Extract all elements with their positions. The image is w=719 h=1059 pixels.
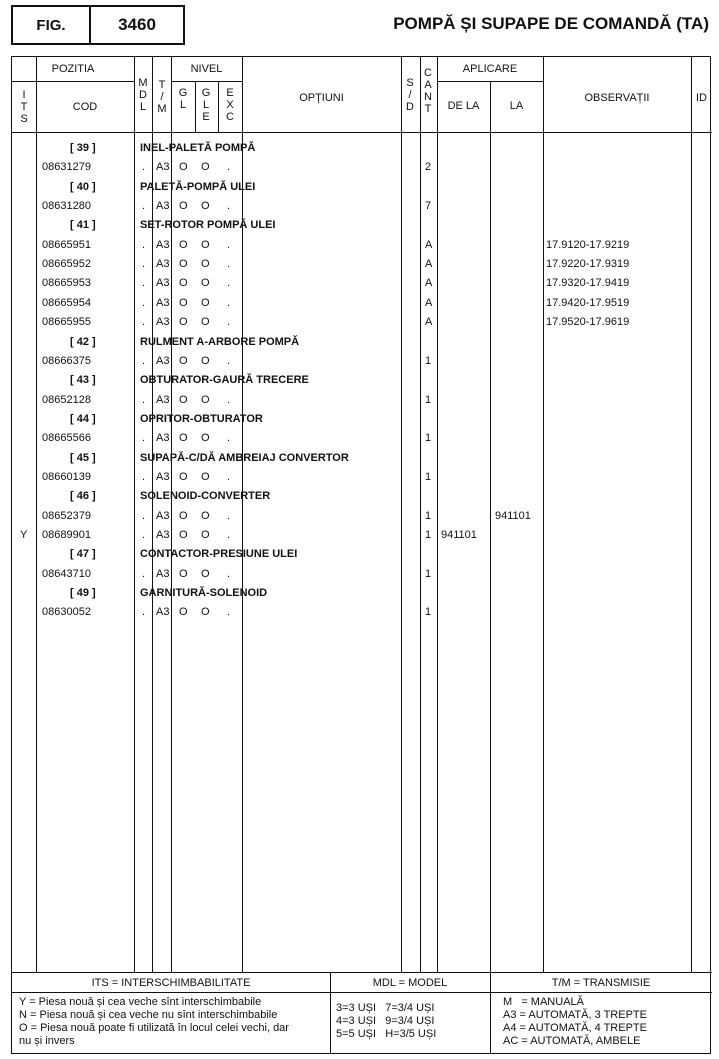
group-row (12, 138, 712, 157)
footer-tm-title: T/M = TRANSMISIE (551, 977, 651, 989)
group-name: INEL-PALETĂ POMPĂ (140, 142, 256, 154)
header-la: LA (509, 100, 524, 112)
col-line-gl (195, 81, 196, 132)
cell-exc: . (227, 529, 231, 541)
cell-mdl: . (142, 316, 146, 329)
cell-gl: O (179, 161, 188, 174)
cell-cod: 08666375 (42, 354, 91, 367)
footer-tm-line: AC = AUTOMATĂ, AMBELE (503, 1035, 641, 1047)
cell-gle: O (201, 316, 210, 329)
cell-tm: A3 (156, 316, 170, 329)
cell-cant: 1 (425, 567, 432, 580)
cell-cod: 08652379 (42, 509, 91, 522)
cell-cant: A (425, 258, 433, 271)
cell-cod: 08665952 (42, 258, 91, 271)
cell-gle: O (201, 567, 210, 580)
header-optiuni: OPȚIUNI (299, 92, 344, 104)
cell-cod: 08631279 (42, 161, 91, 174)
cell-gl: O (179, 316, 188, 329)
cell-tm: A3 (156, 296, 170, 309)
cell-obs: 17.9220-17.9319 (546, 258, 630, 271)
cell-cant: 1 (425, 529, 432, 541)
cell-gle: O (201, 354, 210, 367)
cell-exc: . (227, 200, 231, 213)
footer-tm-line: A4 = AUTOMATĂ, 4 TREPTE (503, 1022, 647, 1034)
group-position: [ 44 ] (70, 412, 96, 425)
cell-cant: 1 (425, 606, 432, 619)
cell-gl: O (179, 200, 188, 213)
cell-mdl: . (142, 258, 146, 271)
cell-cant: A (425, 316, 433, 329)
cell-exc: . (227, 470, 231, 483)
group-name: PALETĂ-POMPĂ ULEI (140, 180, 256, 193)
cell-cod: 08630052 (42, 606, 91, 619)
footer-top-line (12, 972, 712, 973)
footer-mdl-title: MDL = MODEL (372, 977, 448, 989)
header-gle: G L E (201, 87, 211, 123)
cell-tm: A3 (156, 509, 170, 522)
cell-gle: O (201, 529, 210, 541)
cell-cod: 08665954 (42, 296, 91, 309)
cell-cod: 08689901 (42, 529, 91, 541)
cell-exc: . (227, 296, 231, 309)
cell-cod: 08665951 (42, 238, 91, 251)
page-title: POMPĂ ȘI SUPAPE DE COMANDĂ (TA) (393, 14, 709, 33)
cell-cod: 08665953 (42, 277, 91, 290)
cell-cod: 08652128 (42, 393, 91, 406)
footer-its-title: ITS = INTERSCHIMBABILITATE (91, 977, 251, 989)
cell-exc: . (227, 277, 231, 290)
cell-tm: A3 (156, 200, 170, 213)
table-row (12, 196, 712, 215)
cell-tm: A3 (156, 432, 170, 445)
header-id: ID (696, 92, 707, 104)
header-pozitia: POZITIA (51, 63, 95, 75)
fig-label: FIG. (13, 7, 91, 43)
col-line-gle (218, 81, 219, 132)
group-name: RULMENT A-ARBORE POMPĂ (140, 335, 300, 348)
footer-mdl-line: 5=5 UȘI H=3/5 UȘI (336, 1028, 437, 1040)
cell-tm: A3 (156, 354, 170, 367)
header-exc: E X C (226, 87, 234, 123)
group-name: SUPAPĂ-C/DĂ AMBREIAJ CONVERTOR (140, 451, 349, 464)
cell-gle: O (201, 296, 210, 309)
group-position: [ 47 ] (70, 548, 96, 561)
table-row (12, 564, 712, 583)
table-row (12, 351, 712, 370)
cell-mdl: . (142, 470, 146, 483)
parts-table (11, 56, 711, 1054)
cell-exc: . (227, 567, 231, 580)
cell-gl: O (179, 277, 188, 290)
group-position: [ 40 ] (70, 180, 96, 193)
cell-mdl: . (142, 432, 146, 445)
group-position: [ 42 ] (70, 335, 96, 348)
group-row (12, 332, 712, 351)
cell-dela: 941101 (441, 529, 477, 541)
cell-cant: 2 (425, 161, 432, 174)
header-tm: T / M (157, 79, 167, 115)
group-position: [ 46 ] (70, 490, 96, 503)
group-name: SET-ROTOR POMPĂ ULEI (140, 219, 276, 232)
cell-its: Y (20, 529, 28, 541)
group-position: [ 43 ] (70, 374, 96, 387)
table-row (12, 157, 712, 176)
cell-gl: O (179, 470, 188, 483)
footer-title-line (12, 992, 712, 993)
table-row (12, 602, 712, 621)
cell-mdl: . (142, 354, 146, 367)
cell-gl: O (179, 529, 188, 541)
cell-gl: O (179, 238, 188, 251)
cell-gl: O (179, 393, 188, 406)
cell-cod: 08665566 (42, 432, 91, 445)
header-gl: G L (178, 87, 188, 111)
table-row (12, 467, 712, 486)
cell-exc: . (227, 354, 231, 367)
row-line-nivel (171, 81, 242, 82)
group-row (12, 583, 712, 602)
cell-gle: O (201, 393, 210, 406)
header-bottom-line (12, 132, 712, 133)
cell-mdl: . (142, 296, 146, 309)
header-nivel: NIVEL (190, 63, 223, 75)
group-row (12, 177, 712, 196)
cell-obs: 17.9420-17.9519 (546, 296, 630, 309)
group-position: [ 39 ] (70, 142, 96, 154)
group-name: OPRITOR-OBTURATOR (140, 412, 263, 425)
cell-cod: 08665955 (42, 316, 91, 329)
cell-exc: . (227, 606, 231, 619)
footer-mdl-line: 3=3 UȘI 7=3/4 UȘI (336, 1002, 435, 1014)
footer-mdl-line: 4=3 UȘI 9=3/4 UȘI (336, 1015, 435, 1027)
footer-its-line: Y = Piesa nouă și cea veche sînt interschimbabile (19, 996, 262, 1008)
footer-its-line: nu și invers (19, 1035, 75, 1047)
cell-cant: A (425, 238, 433, 251)
cell-obs: 17.9320-17.9419 (546, 277, 630, 290)
group-row (12, 448, 712, 467)
header-aplicare: APLICARE (462, 63, 518, 75)
row-line-aplicare (437, 81, 543, 82)
cell-mdl: . (142, 200, 146, 213)
cell-mdl: . (142, 567, 146, 580)
cell-mdl: . (142, 606, 146, 619)
group-name: GARNITURĂ-SOLENOID (140, 587, 268, 600)
cell-cant: 1 (425, 470, 432, 483)
group-name: SOLENOID-CONVERTER (140, 490, 271, 503)
cell-cant: 7 (425, 200, 432, 213)
header-sd: S / D (406, 77, 414, 113)
cell-gl: O (179, 606, 188, 619)
cell-gl: O (179, 509, 188, 522)
cell-cod: 08643710 (42, 567, 91, 580)
cell-gle: O (201, 509, 210, 522)
group-row (12, 486, 712, 505)
cell-gle: O (201, 200, 210, 213)
header-observatii: OBSERVAȚII (584, 92, 650, 104)
header-cod: COD (72, 101, 98, 113)
table-row (12, 428, 712, 447)
table-row (12, 312, 712, 331)
group-name: OBTURATOR-GAURĂ TRECERE (140, 374, 309, 387)
cell-mdl: . (142, 393, 146, 406)
cell-tm: A3 (156, 529, 170, 541)
cell-cant: 1 (425, 432, 432, 445)
header-its: I T S (20, 89, 28, 125)
group-position: [ 41 ] (70, 219, 96, 232)
footer-tm-line: A3 = AUTOMATĂ, 3 TREPTE (503, 1009, 647, 1021)
cell-obs: 17.9120-17.9219 (546, 238, 630, 251)
table-row (12, 390, 712, 409)
cell-tm: A3 (156, 258, 170, 271)
cell-mdl: . (142, 161, 146, 174)
group-row (12, 409, 712, 428)
cell-cant: 1 (425, 393, 432, 406)
cell-cod: 08660139 (42, 470, 91, 483)
cell-tm: A3 (156, 277, 170, 290)
group-position: [ 49 ] (70, 587, 96, 600)
cell-gle: O (201, 606, 210, 619)
table-row (12, 235, 712, 254)
cell-tm: A3 (156, 393, 170, 406)
group-row (12, 215, 712, 234)
table-row (12, 506, 712, 525)
cell-exc: . (227, 432, 231, 445)
table-row (12, 293, 712, 312)
fig-number: 3460 (118, 15, 156, 34)
cell-gl: O (179, 258, 188, 271)
cell-exc: . (227, 161, 231, 174)
cell-gl: O (179, 567, 188, 580)
header-cant: C A N T (424, 67, 432, 115)
cell-mdl: . (142, 238, 146, 251)
cell-cant: A (425, 296, 433, 309)
cell-gle: O (201, 470, 210, 483)
cell-exc: . (227, 393, 231, 406)
cell-tm: A3 (156, 567, 170, 580)
header-mdl: M D L (138, 77, 148, 113)
cell-tm: A3 (156, 606, 170, 619)
cell-cod: 08631280 (42, 200, 91, 213)
cell-cant: 1 (425, 354, 432, 367)
cell-cant: A (425, 277, 433, 290)
table-row (12, 273, 712, 292)
cell-gl: O (179, 296, 188, 309)
cell-exc: . (227, 238, 231, 251)
cell-gle: O (201, 277, 210, 290)
cell-mdl: . (142, 529, 146, 541)
cell-cant: 1 (425, 509, 432, 522)
group-name: CONTACTOR-PRESIUNE ULEI (140, 548, 298, 561)
row-line-pozitia (12, 81, 134, 82)
cell-gl: O (179, 354, 188, 367)
cell-exc: . (227, 258, 231, 271)
group-row (12, 544, 712, 563)
cell-mdl: . (142, 277, 146, 290)
cell-gle: O (201, 238, 210, 251)
cell-la: 941101 (495, 509, 531, 522)
cell-exc: . (227, 316, 231, 329)
cell-gle: O (201, 258, 210, 271)
footer-its-line: N = Piesa nouă și cea veche nu sînt interschimbabile (19, 1009, 278, 1021)
cell-tm: A3 (156, 161, 170, 174)
header-dela: DE LA (447, 100, 480, 112)
group-row (12, 370, 712, 389)
cell-gl: O (179, 432, 188, 445)
table-row (12, 525, 712, 544)
cell-exc: . (227, 509, 231, 522)
group-position: [ 45 ] (70, 451, 96, 464)
cell-gle: O (201, 432, 210, 445)
cell-tm: A3 (156, 470, 170, 483)
footer-its-line: O = Piesa nouă poate fi utilizată în locul celei vechi, dar (19, 1022, 289, 1034)
cell-obs: 17.9520-17.9619 (546, 316, 630, 329)
footer-tm-line: M = MANUALĂ (503, 996, 584, 1008)
figure-box (11, 5, 185, 45)
table-row (12, 254, 712, 273)
cell-tm: A3 (156, 238, 170, 251)
cell-mdl: . (142, 509, 146, 522)
cell-gle: O (201, 161, 210, 174)
